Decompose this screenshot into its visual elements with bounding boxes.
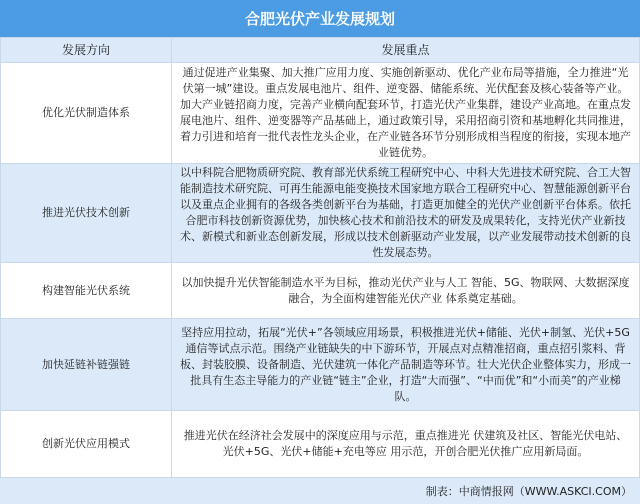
table-title: 合肥光伏产业发展规划 <box>0 0 640 37</box>
focus-cell: 推进光伏在经济社会发展中的深度应用与示范，重点推进光 伏建筑及社区、智能光伏电站、光伏+5G、光伏+储能+充电等应 用示范，开创合肥光伏推广应用新局面。 <box>172 411 640 478</box>
direction-cell: 优化光伏制造体系 <box>1 63 172 164</box>
focus-cell: 以中科院合肥物质研究院、教育部光伏系统工程研究中心、中科大先进技术研究院、合工大智能制造技术研究院、可再生能源电能变换技术国家地方联合工程研究中心、智慧能源创新平台以及重点企业拥有的各级各类创新平台为基础，打造更加健全的光伏产业创新平台体系。依托合肥市科技创新资源优势，加快核心技术和前沿技术的研发及成果转化，支持光伏产业新技术、新模式和新业态创新发展，形成以技术创新驱动产业发展，以产业发展带动技术创新的良性发展态势。 <box>172 164 640 263</box>
direction-cell: 创新光伏应用模式 <box>1 411 172 478</box>
direction-cell: 构建智能光伏系统 <box>1 263 172 319</box>
source-note: 制表：中商情报网（WWW.ASKCI.COM） <box>0 478 640 504</box>
focus-cell: 以加快提升光伏智能制造水平为目标，推动光伏产业与人工 智能、5G、物联网、大数据深度融合，为全面构建智能光伏产业 体系奠定基础。 <box>172 263 640 319</box>
table-row <box>1 164 640 263</box>
header-direction: 发展方向 <box>1 38 172 63</box>
table-row <box>1 63 640 164</box>
direction-cell: 推进光伏技术创新 <box>1 164 172 263</box>
plan-table <box>0 37 640 478</box>
table-header-row <box>1 38 640 63</box>
focus-cell: 通过促进产业集聚、加大推广应用力度、实施创新驱动、优化产业布局等措施，全力推进“光伏第一城”建设。重点发展电池片、组件、逆变器、储能系统、光伏配套及核心装备等产业。加大产业链招商力度，完善产业横向配套环节，打造光伏产业集群，建设产业高地。在重点发展电池片、组件、逆变器等产品基础上，通过政策引导，采用招商引资和基地孵化共同推进，着力引进和培育一批代表性龙头企业，在产业链各环节分别形成相当程度的衔接，实现本地产业链优势。 <box>172 63 640 164</box>
table-row <box>1 263 640 319</box>
header-focus: 发展重点 <box>172 38 640 63</box>
table-row <box>1 319 640 411</box>
table-row <box>1 411 640 478</box>
direction-cell: 加快延链补链强链 <box>1 319 172 411</box>
focus-cell: 坚持应用拉动，拓展“光伏+”各领域应用场景，积极推进光伏+储能、光伏+制氢、光伏+5G通信等试点示范。围绕产业链缺失的中下游环节，开展点对点精准招商，重点招引浆料、背板、封装胶膜、设备制造、光伏建筑一体化产品制造等环节。壮大光伏企业整体实力，形成一批具有生态主导能力的产业链“链主”企业，打造“大而强”、“中而优”和“小而美”的产业梯队。 <box>172 319 640 411</box>
